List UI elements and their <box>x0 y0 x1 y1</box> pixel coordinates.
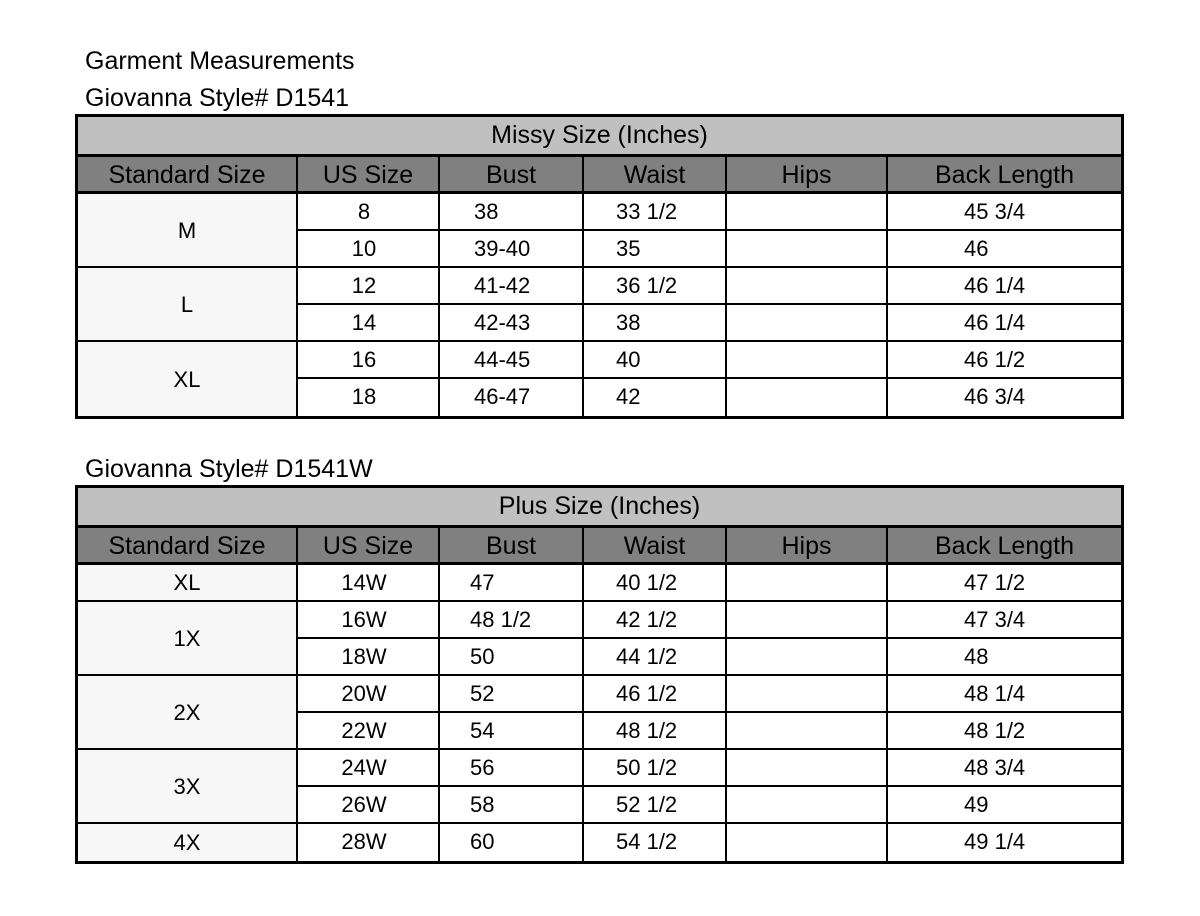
back-length-cell: 46 1/4 <box>888 305 1121 342</box>
hips-cell <box>727 305 888 342</box>
us-size-cell: 28W <box>298 824 440 861</box>
column-header-standard-size: Standard Size <box>78 157 298 194</box>
hips-cell <box>727 379 888 416</box>
back-length-cell: 46 1/2 <box>888 342 1121 379</box>
standard-size-cell: M <box>78 194 298 268</box>
us-size-cell: 12 <box>298 268 440 305</box>
us-size-cell: 8 <box>298 194 440 231</box>
standard-size-cell: XL <box>78 565 298 602</box>
back-length-cell: 48 3/4 <box>888 750 1121 787</box>
back-length-cell: 46 1/4 <box>888 268 1121 305</box>
standard-size-cell: 4X <box>78 824 298 861</box>
bust-cell: 52 <box>440 676 584 713</box>
back-length-cell: 48 1/2 <box>888 713 1121 750</box>
waist-cell: 54 1/2 <box>584 824 727 861</box>
back-length-cell: 45 3/4 <box>888 194 1121 231</box>
column-header-standard-size: Standard Size <box>78 528 298 565</box>
column-header-bust: Bust <box>440 528 584 565</box>
back-length-cell: 47 1/2 <box>888 565 1121 602</box>
waist-cell: 42 <box>584 379 727 416</box>
waist-cell: 38 <box>584 305 727 342</box>
back-length-cell: 48 1/4 <box>888 676 1121 713</box>
column-header-us-size: US Size <box>298 157 440 194</box>
waist-cell: 40 1/2 <box>584 565 727 602</box>
column-header-waist: Waist <box>584 157 727 194</box>
bust-cell: 38 <box>440 194 584 231</box>
us-size-cell: 24W <box>298 750 440 787</box>
hips-cell <box>727 565 888 602</box>
hips-cell <box>727 602 888 639</box>
bust-cell: 42-43 <box>440 305 584 342</box>
back-length-cell: 48 <box>888 639 1121 676</box>
waist-cell: 50 1/2 <box>584 750 727 787</box>
hips-cell <box>727 787 888 824</box>
hips-cell <box>727 194 888 231</box>
back-length-cell: 46 3/4 <box>964 384 1026 409</box>
bust-cell: 54 <box>440 713 584 750</box>
back-length-cell: 49 <box>888 787 1121 824</box>
waist-cell: 35 <box>584 231 727 268</box>
waist-cell: 33 1/2 <box>584 194 727 231</box>
hips-cell <box>727 342 888 379</box>
hips-cell <box>727 268 888 305</box>
bust-cell: 58 <box>440 787 584 824</box>
column-header-back-length: Back Length <box>888 528 1121 565</box>
column-header-us-size: US Size <box>298 528 440 565</box>
standard-size-cell: L <box>78 268 298 342</box>
bust-cell: 46-47 <box>440 379 584 416</box>
waist-cell: 46 1/2 <box>584 676 727 713</box>
plus-table-grid <box>78 528 1121 861</box>
plus-table-caption: Plus Size (Inches) <box>78 488 1121 528</box>
back-length-cell: 47 3/4 <box>888 602 1121 639</box>
bust-cell: 41-42 <box>440 268 584 305</box>
bust-cell: 56 <box>440 750 584 787</box>
column-header-hips: Hips <box>727 157 888 194</box>
us-size-cell: 18W <box>298 639 440 676</box>
missy-table-grid <box>78 157 1121 416</box>
hips-cell <box>727 713 888 750</box>
hips-cell <box>727 824 888 861</box>
column-header-hips: Hips <box>727 528 888 565</box>
missy-table-caption: Missy Size (Inches) <box>78 117 1121 157</box>
us-size-cell: 10 <box>298 231 440 268</box>
column-header-bust: Bust <box>440 157 584 194</box>
back-length-cell: 49 1/4 <box>964 829 1026 854</box>
waist-cell: 36 1/2 <box>584 268 727 305</box>
hips-cell <box>727 639 888 676</box>
bust-cell: 60 <box>440 824 584 861</box>
back-length-cell: 46 <box>888 231 1121 268</box>
column-header-back-length: Back Length <box>888 157 1121 194</box>
waist-cell: 44 1/2 <box>584 639 727 676</box>
column-header-waist: Waist <box>584 528 727 565</box>
bust-cell: 48 1/2 <box>440 602 584 639</box>
plus-style-label: Giovanna Style# D1541W <box>85 455 373 483</box>
standard-size-cell: 1X <box>78 602 298 676</box>
hips-cell <box>727 676 888 713</box>
us-size-cell: 14W <box>298 565 440 602</box>
bust-cell: 47 <box>440 565 584 602</box>
waist-cell: 42 1/2 <box>584 602 727 639</box>
bust-cell: 50 <box>440 639 584 676</box>
standard-size-cell: 3X <box>78 750 298 824</box>
missy-size-table <box>75 114 1124 419</box>
us-size-cell: 18 <box>298 379 440 416</box>
document-title: Garment Measurements <box>85 47 355 75</box>
standard-size-cell: 2X <box>78 676 298 750</box>
standard-size-cell: XL <box>78 342 298 416</box>
us-size-cell: 16W <box>298 602 440 639</box>
waist-cell: 52 1/2 <box>584 787 727 824</box>
hips-cell <box>727 231 888 268</box>
us-size-cell: 14 <box>298 305 440 342</box>
us-size-cell: 22W <box>298 713 440 750</box>
plus-size-table <box>75 485 1124 864</box>
bust-cell: 44-45 <box>440 342 584 379</box>
us-size-cell: 16 <box>298 342 440 379</box>
us-size-cell: 26W <box>298 787 440 824</box>
hips-cell <box>727 750 888 787</box>
waist-cell: 48 1/2 <box>584 713 727 750</box>
missy-style-label: Giovanna Style# D1541 <box>85 84 350 112</box>
bust-cell: 39-40 <box>440 231 584 268</box>
waist-cell: 40 <box>584 342 727 379</box>
us-size-cell: 20W <box>298 676 440 713</box>
